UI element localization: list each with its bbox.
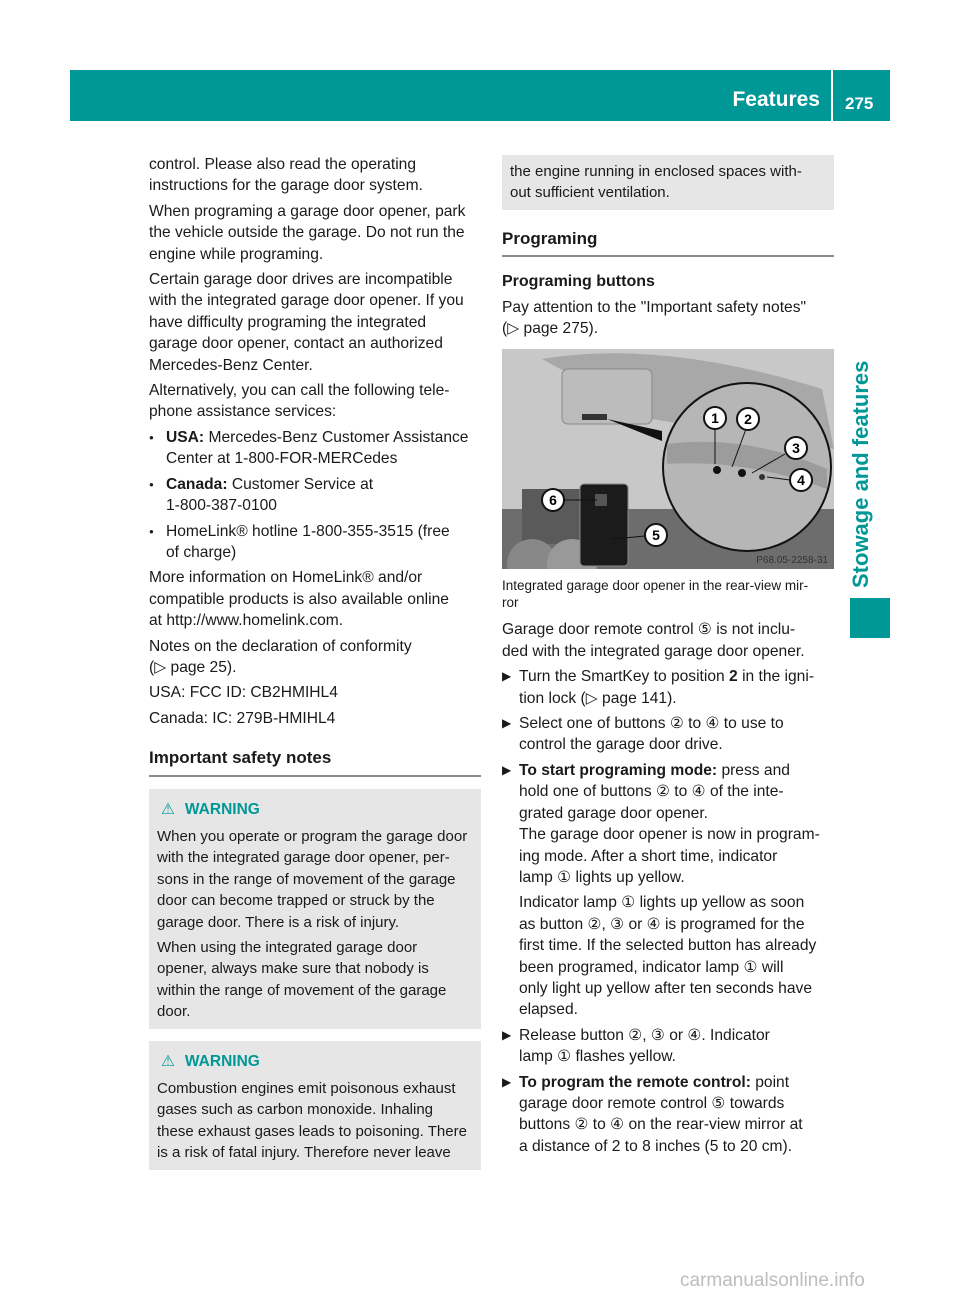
bullet-item <box>149 474 481 517</box>
warning-text <box>157 1078 473 1164</box>
instruction-note <box>502 892 834 1020</box>
warning-title: WARNING <box>184 1052 260 1070</box>
paragraph <box>149 636 481 679</box>
instruction-step <box>502 666 834 709</box>
warning-icon: ⚠ <box>161 800 175 818</box>
warning-icon: ⚠ <box>161 1052 175 1070</box>
text: When using the integrated garage door opener, always make sure that nobody is within the range of movement of the garage door. <box>157 939 447 1021</box>
paragraph <box>149 708 481 729</box>
paragraph <box>502 619 834 662</box>
text: Canada: IC: 279B-HMIHL4 <box>149 709 336 727</box>
text: Important safety notes <box>149 748 332 768</box>
paragraph <box>149 201 481 265</box>
text: Indicator lamp ① lights up yellow as soon as button ②, ③ or ④ is programed for the first time. If the selected button has already been programed, indicator lamp ① will only light up yellow after ten seconds have elapsed. <box>519 894 817 1019</box>
side-tab <box>846 340 876 588</box>
text: Combustion engines emit poisonous exhaust gases such as carbon monoxide. Inhaling these exhaust gases leads to poisoning. There is a risk of fatal injury. Therefore never leave <box>157 1080 467 1162</box>
bullet-icon: ● <box>149 479 154 489</box>
bold-text: Canada: <box>166 475 228 493</box>
bullet-item <box>149 521 481 564</box>
side-tab-marker <box>850 598 890 638</box>
warning-box <box>149 1041 481 1170</box>
text: in the igni- tion lock (▷ page 141). <box>519 668 815 707</box>
callout-label: 4 <box>797 472 805 489</box>
paragraph <box>502 297 834 340</box>
text: Alternatively, you can call the following tele- phone assistance services: <box>149 382 450 421</box>
bullet-icon: ● <box>149 432 154 442</box>
figure-garage-door-opener <box>502 349 834 569</box>
text: Garage door remote control ⑤ is not inclu- ded with the integrated garage door opener. <box>502 621 805 660</box>
text: Customer Service at 1-800-387-0100 <box>166 475 374 515</box>
text: point garage door remote control ⑤ towards buttons ② to ④ on the rear-view mirror at a distance of 2 to 8 inches (5 to 20 cm). <box>519 1073 803 1155</box>
arrow-right-icon: ▶ <box>502 762 512 777</box>
page-header <box>70 70 890 121</box>
paragraph <box>149 682 481 703</box>
arrow-right-icon: ▶ <box>502 1027 512 1042</box>
bullet-item <box>149 427 481 470</box>
bold-text: To program the remote control: <box>519 1073 751 1091</box>
callout-label: 5 <box>652 527 660 544</box>
warning-title: WARNING <box>184 800 260 818</box>
paragraph <box>149 154 481 197</box>
callout-3 <box>785 437 807 459</box>
arrow-right-icon: ▶ <box>502 669 512 684</box>
text: Mercedes-Benz Customer Assistance Center at 1-800-FOR-MERCedes <box>166 428 469 468</box>
text: Programing buttons <box>502 273 655 291</box>
text: Integrated garage door opener in the rear-view mir- ror <box>502 578 809 611</box>
text: HomeLink® hotline 1-800-355-3515 (free of charge) <box>166 522 450 561</box>
section-heading <box>502 228 834 257</box>
text: Turn the SmartKey to position <box>519 668 730 686</box>
callout-5 <box>645 524 667 546</box>
text: More information on HomeLink® and/or compatible products is also available online at http://www.homelink.com. <box>149 569 449 630</box>
instruction-step <box>502 1072 834 1158</box>
figure-caption <box>502 577 834 611</box>
header-divider <box>831 70 833 121</box>
bold-text: USA: <box>166 428 205 446</box>
warning-box <box>149 789 481 1029</box>
bullet-icon: ● <box>149 526 154 536</box>
callout-1 <box>704 407 726 429</box>
left-column <box>149 154 481 1170</box>
arrow-right-icon: ▶ <box>502 1074 512 1089</box>
callout-label: 2 <box>744 411 752 428</box>
text: Programing <box>502 228 598 248</box>
instruction-step <box>502 760 834 888</box>
text: the engine running in enclosed spaces with- out sufficient ventilation. <box>510 163 802 202</box>
instruction-step <box>502 1025 834 1068</box>
warning-text <box>157 937 473 1023</box>
warning-heading <box>157 1051 473 1072</box>
text: Pay attention to the "Important safety notes" (▷ page 275). <box>502 298 807 338</box>
paragraph <box>149 269 481 376</box>
bold-text: To start programing mode: <box>519 761 718 779</box>
paragraph <box>149 567 481 631</box>
text: press and hold one of buttons ② to ④ of the inte- grated garage door opener. The garage door opener is now in program- ing mode. After a short time, indicator lamp ① lights up yellow. <box>519 761 820 886</box>
mirror-illustration <box>502 349 834 569</box>
callout-label: 3 <box>792 440 800 457</box>
callout-label: 6 <box>549 492 557 509</box>
callout-4 <box>790 469 812 491</box>
callout-label: 1 <box>711 410 719 427</box>
arrow-right-icon: ▶ <box>502 716 512 731</box>
callout-2 <box>737 408 759 430</box>
text: Notes on the declaration of conformity (▷ page 25). <box>149 637 412 676</box>
section-heading <box>149 747 481 776</box>
warning-text <box>157 826 473 933</box>
note-box <box>502 155 834 210</box>
figure-code: P68.05-2258-31 <box>756 555 828 567</box>
instruction-step <box>502 713 834 756</box>
text: USA: FCC ID: CB2HMIHL4 <box>149 684 338 702</box>
bold-text: 2 <box>729 668 738 686</box>
page-number: 275 <box>845 94 874 113</box>
side-tab-label: Stowage and features <box>848 360 873 588</box>
text: Certain garage door drives are incompatible with the integrated garage door opener. If you have difficulty programing the integrated garage door opener, contact an authorized Mercedes-Benz Center. <box>149 271 464 374</box>
section-title: Features <box>732 88 820 111</box>
text: When programing a garage door opener, park the vehicle outside the garage. Do not run the engine while programing. <box>149 202 466 263</box>
text: Release button ②, ③ or ④. Indicator lamp ① flashes yellow. <box>519 1026 770 1066</box>
text: Select one of buttons ② to ④ to use to control the garage door drive. <box>519 715 784 754</box>
subsection-heading <box>502 271 834 292</box>
text: control. Please also read the operating instructions for the garage door system. <box>149 156 423 195</box>
text: When you operate or program the garage door with the integrated garage door opener, per- sons in the range of movement of the garage door can become trapped or struck by the garage door. There is a risk of injury. <box>157 827 468 931</box>
paragraph <box>149 380 481 423</box>
warning-heading <box>157 799 473 820</box>
callout-6 <box>542 489 564 511</box>
watermark: carmanualsonline.info <box>680 1270 865 1291</box>
right-column <box>502 155 834 1161</box>
